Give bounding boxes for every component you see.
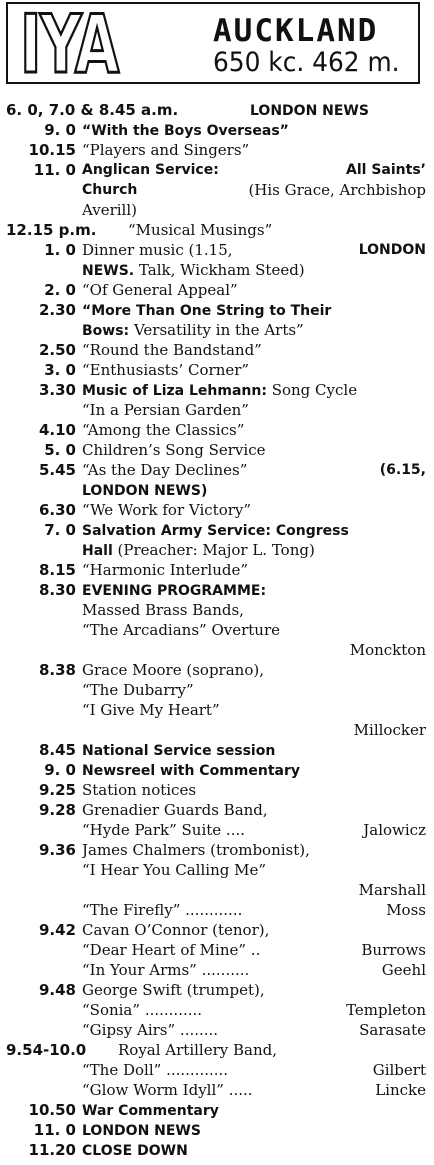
listing-title: Hall: [82, 543, 113, 559]
listing-detail: “Hyde Park” Suite ....: [82, 821, 246, 839]
listing-title: Bows:: [82, 323, 130, 339]
listing-detail: “The Firefly” ............: [82, 901, 243, 919]
listing-detail: “In a Persian Garden”: [82, 401, 249, 419]
listing-detail: LONDON NEWS): [82, 483, 208, 499]
listing-time: 9.42: [38, 921, 76, 939]
listing-composer: Marshall: [358, 881, 426, 899]
listing-row: [0, 740, 434, 760]
listing-composer: Moss: [386, 901, 426, 919]
listing-row: [0, 800, 434, 840]
listing-row: [0, 920, 434, 980]
listing-time: 1. 0: [44, 241, 76, 259]
listing-title: “With the Boys Overseas”: [82, 123, 289, 139]
listing-title: “Enthusiasts’ Corner”: [82, 361, 250, 379]
listing-row: [0, 1120, 434, 1140]
listing-title: NEWS.: [82, 263, 135, 279]
listing-row: [0, 380, 434, 420]
station-frequency: 650 kc. 462 m.: [213, 47, 400, 78]
listing-title: LONDON NEWS: [250, 103, 369, 119]
listing-title: “Players and Singers”: [82, 141, 250, 159]
listing-time: 10.50: [28, 1101, 76, 1119]
listing-row: [0, 340, 434, 360]
listing-title: “Musical Musings”: [128, 221, 273, 239]
listing-detail: “The Dubarry”: [82, 681, 194, 699]
listing-title: “Harmonic Interlude”: [82, 561, 249, 579]
listing-time: 2.50: [38, 341, 76, 359]
listing-detail: (6.15,: [379, 462, 426, 478]
listing-title: EVENING PROGRAMME:: [82, 583, 267, 599]
listing-title: Station notices: [82, 781, 197, 799]
listing-row: [0, 100, 434, 120]
listing-row: [0, 580, 434, 660]
listing-row: [0, 120, 434, 140]
listing-row: [0, 840, 434, 920]
listing-row: [0, 520, 434, 560]
listing-title: Anglican Service:: [82, 162, 219, 178]
listing-time: 9.25: [38, 781, 76, 799]
listing-time: 9. 0: [44, 761, 76, 779]
listing-title: “Among the Classics”: [82, 421, 245, 439]
listing-title: War Commentary: [82, 1103, 219, 1119]
listing-row: [0, 760, 434, 780]
listing-time: 10.15: [28, 141, 76, 159]
listing-row: [0, 1040, 434, 1100]
listing-detail: “I Hear You Calling Me”: [82, 861, 267, 879]
listing-title: “Round the Bandstand”: [82, 341, 262, 359]
station-call-sign: IYA: [20, 0, 118, 91]
listing-row: [0, 440, 434, 460]
listing-time: 5.45: [38, 461, 76, 479]
listing-title: “Of General Appeal”: [82, 281, 238, 299]
listing-time: 3.30: [38, 381, 76, 399]
listing-title: “More Than One String to Their: [82, 303, 332, 319]
listing-composer: Lincke: [375, 1081, 426, 1099]
listing-composer: Burrows: [361, 941, 426, 959]
listing-detail: “The Doll” .............: [82, 1061, 229, 1079]
listing-detail: Song Cycle: [271, 381, 358, 399]
listing-detail: Massed Brass Bands,: [82, 601, 244, 619]
listing-title: LONDON NEWS: [82, 1123, 201, 1139]
listing-row: [0, 280, 434, 300]
listing-time: 9.28: [38, 801, 76, 819]
listing-time: 11. 0: [33, 161, 76, 179]
listing-row: [0, 420, 434, 440]
listing-row: [0, 140, 434, 160]
listing-row: [0, 160, 434, 220]
listing-detail: “Glow Worm Idyll” .....: [82, 1081, 253, 1099]
listing-time: 8.30: [38, 581, 76, 599]
listing-time: 2. 0: [44, 281, 76, 299]
listing-time: 2.30: [38, 301, 76, 319]
listing-title: All Saints’: [346, 162, 426, 178]
listing-title: Salvation Army Service: Congress: [82, 523, 349, 539]
listing-time: 8.38: [38, 661, 76, 679]
listing-time: 4.10: [38, 421, 76, 439]
listing-time: 6. 0, 7.0 & 8.45 a.m.: [6, 101, 179, 119]
listing-time: 9.54-10.0: [6, 1041, 87, 1059]
listing-title: Dinner music (1.15,: [82, 241, 233, 259]
listing-time: 12.15 p.m.: [6, 221, 97, 239]
listing-title: Children’s Song Service: [82, 441, 266, 459]
programme-listings: [0, 100, 434, 1160]
listing-detail: “In Your Arms” ..........: [82, 961, 250, 979]
listing-composer: Jalowicz: [363, 821, 426, 839]
listing-row: [0, 240, 434, 280]
listing-composer: Geehl: [381, 961, 426, 979]
listing-title: George Swift (trumpet),: [82, 981, 265, 999]
listing-title: Grace Moore (soprano),: [82, 661, 264, 679]
listing-title: Royal Artillery Band,: [118, 1041, 278, 1059]
listing-time: 11. 0: [33, 1121, 76, 1139]
listing-detail: “Gipsy Airs” ........: [82, 1021, 219, 1039]
listing-row: [0, 300, 434, 340]
listing-time: 9.48: [38, 981, 76, 999]
listing-title: CLOSE DOWN: [82, 1143, 188, 1159]
listing-row: [0, 980, 434, 1040]
station-masthead: [6, 0, 420, 91]
listing-time: 8.15: [38, 561, 76, 579]
listing-detail: Versatility in the Arts”: [133, 321, 304, 339]
listing-row: [0, 780, 434, 800]
listing-composer: Millocker: [353, 721, 426, 739]
listing-detail: Averill): [82, 201, 137, 219]
listing-detail: “I Give My Heart”: [82, 701, 220, 719]
listing-time: 8.45: [38, 741, 76, 759]
listing-detail: “The Arcadians” Overture: [82, 621, 281, 639]
listing-detail: Talk, Wickham Steed): [138, 261, 305, 279]
listing-detail: (Preacher: Major L. Tong): [117, 541, 315, 559]
listing-time: 7. 0: [44, 521, 76, 539]
station-city: AUCKLAND: [213, 13, 379, 49]
listing-title: National Service session: [82, 743, 276, 759]
listing-title: Music of Liza Lehmann:: [82, 383, 267, 399]
listing-detail: “Dear Heart of Mine” ..: [82, 941, 261, 959]
listing-title: Church: [82, 182, 138, 198]
listing-title: “We Work for Victory”: [82, 501, 252, 519]
listing-detail: “Sonia” ............: [82, 1001, 203, 1019]
listing-title: James Chalmers (trombonist),: [82, 841, 310, 859]
listing-time: 9.36: [38, 841, 76, 859]
listing-time: 11.20: [28, 1141, 76, 1159]
listing-row: [0, 1140, 434, 1160]
listing-title: “As the Day Declines”: [82, 461, 248, 479]
listing-row: [0, 460, 434, 500]
listing-row: [0, 360, 434, 380]
listing-time: 5. 0: [44, 441, 76, 459]
listing-row: [0, 560, 434, 580]
listing-title: Cavan O’Connor (tenor),: [82, 921, 270, 939]
listing-row: [0, 1100, 434, 1120]
listing-time: 3. 0: [44, 361, 76, 379]
listing-title: LONDON: [358, 242, 426, 258]
listing-row: [0, 220, 434, 240]
listing-composer: Monckton: [349, 641, 426, 659]
listing-composer: Templeton: [346, 1001, 426, 1019]
listing-row: [0, 500, 434, 520]
listing-detail: (His Grace, Archbishop: [248, 181, 426, 199]
listing-time: 9. 0: [44, 121, 76, 139]
listing-title: Grenadier Guards Band,: [82, 801, 268, 819]
listing-composer: Gilbert: [372, 1061, 426, 1079]
listing-title: Newsreel with Commentary: [82, 763, 301, 779]
listing-row: [0, 660, 434, 740]
listing-composer: Sarasate: [359, 1021, 426, 1039]
listing-time: 6.30: [38, 501, 76, 519]
